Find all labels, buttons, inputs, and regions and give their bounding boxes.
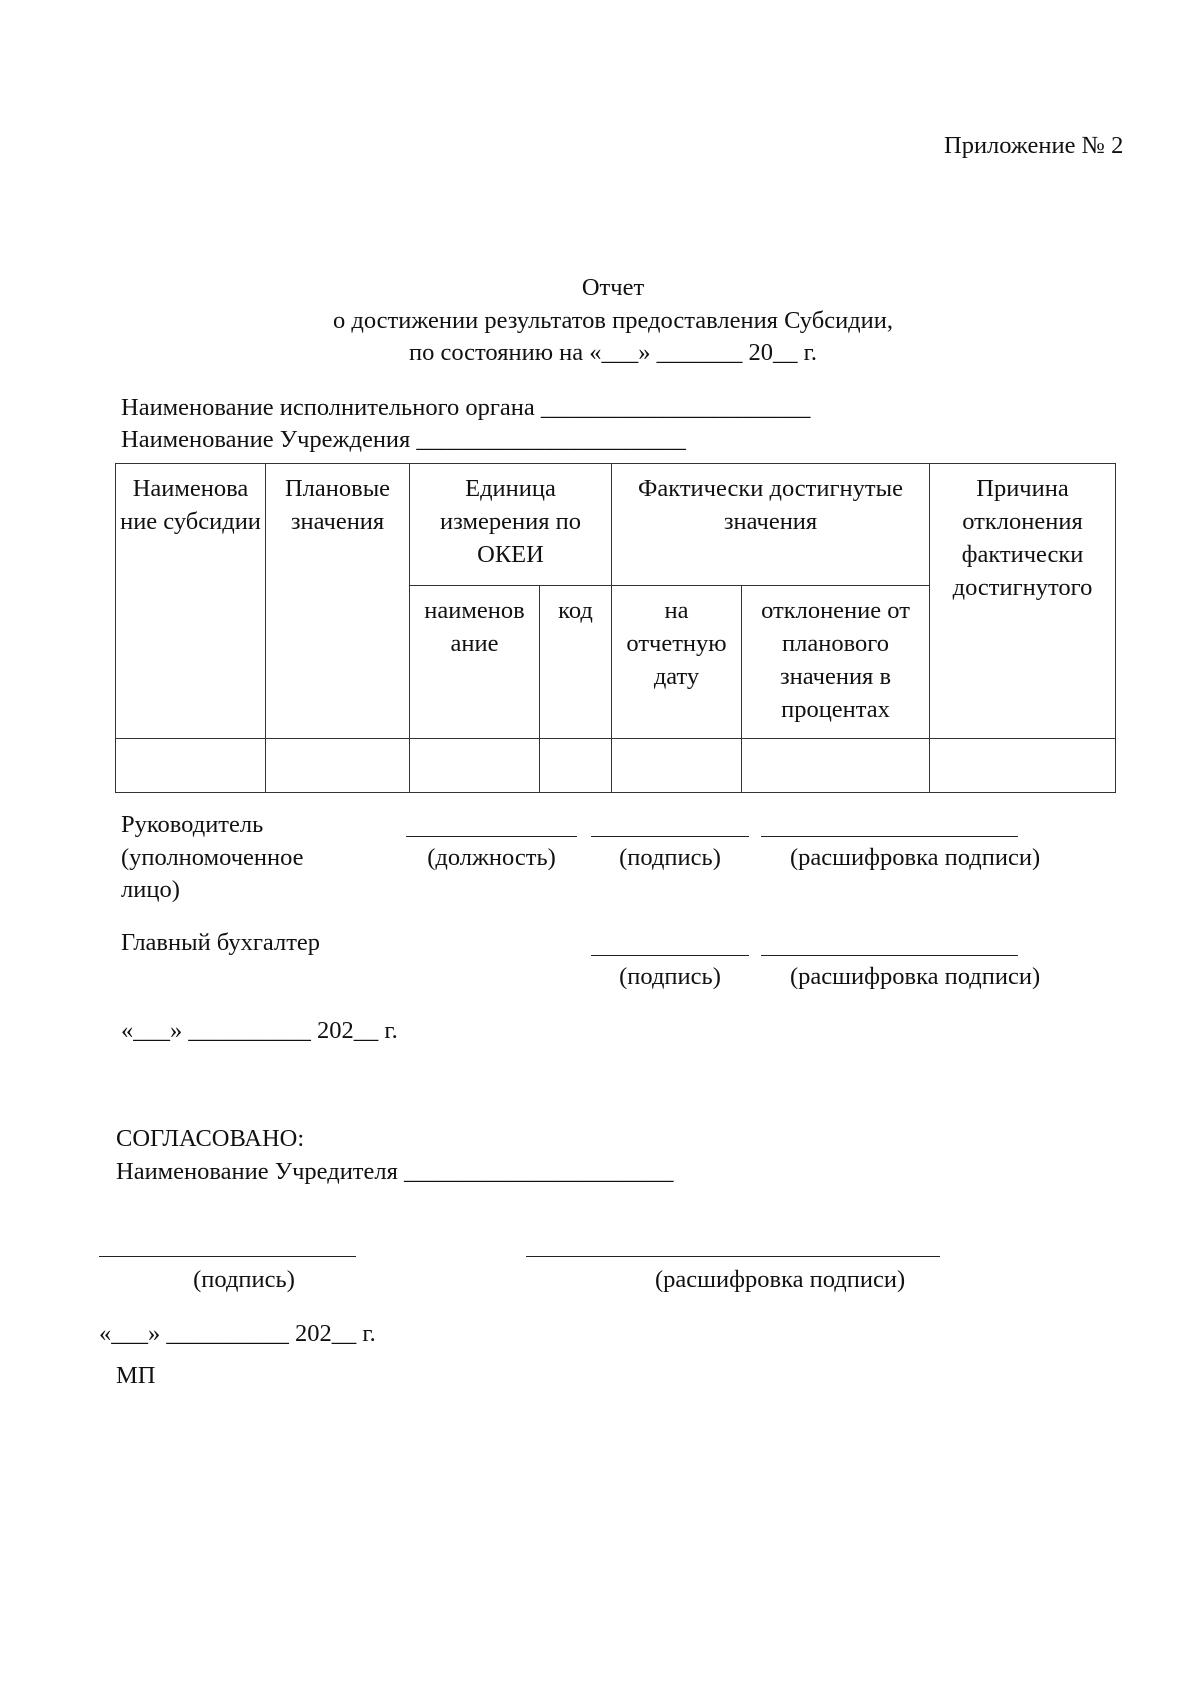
founder-field: Наименование Учредителя ______________________ <box>116 1158 674 1185</box>
table-cell[interactable] <box>266 739 410 793</box>
accountant-decoding-line <box>761 955 1018 956</box>
report-date-line: по состоянию на «___» _______ 20__ г. <box>408 339 818 366</box>
head-decoding-caption: (расшифровка подписи) <box>790 844 1041 871</box>
table-cell[interactable] <box>540 739 612 793</box>
table-cell[interactable] <box>742 739 930 793</box>
header-unit-code: код <box>540 586 612 739</box>
founder-signature-caption: (подпись) <box>193 1266 295 1293</box>
header-deviation-percent: отклонение от планового значения в процентах <box>742 586 930 739</box>
institution-field: Наименование Учреждения ______________________ <box>121 426 686 453</box>
accountant-decoding-caption: (расшифровка подписи) <box>790 963 1041 990</box>
header-on-reporting-date: на отчетную дату <box>612 586 742 739</box>
founder-decoding-line <box>526 1256 940 1257</box>
table-cell[interactable] <box>930 739 1116 793</box>
table-cell[interactable] <box>116 739 266 793</box>
head-label: Руководитель <box>121 811 264 838</box>
header-actual-values: Фактически достигнутые значения <box>612 464 930 586</box>
executive-body-field: Наименование исполнительного органа ______________________ <box>121 394 811 421</box>
head-decoding-line <box>761 836 1018 837</box>
approval-title: СОГЛАСОВАНО: <box>116 1125 305 1152</box>
position-caption: (должность) <box>427 844 556 871</box>
position-signature-line <box>406 836 577 837</box>
signature-date-line: «___» __________ 202__ г. <box>121 1017 398 1044</box>
founder-decoding-caption: (расшифровка подписи) <box>655 1266 906 1293</box>
head-label-person: лицо) <box>121 876 180 903</box>
results-table <box>115 463 1116 793</box>
header-deviation-reason: Причина отклонения фактически достигнутого <box>930 464 1116 739</box>
appendix-label: Приложение № 2 <box>944 132 1124 159</box>
head-label-authorized: (уполномоченное <box>121 844 304 871</box>
report-title: Отчет <box>581 274 645 301</box>
stamp-label: МП <box>116 1362 156 1389</box>
head-signature-caption: (подпись) <box>619 844 721 871</box>
head-signature-line <box>591 836 749 837</box>
founder-signature-line <box>99 1256 356 1257</box>
header-planned-values: Плановые значения <box>266 464 410 739</box>
table-cell[interactable] <box>612 739 742 793</box>
table-row <box>116 739 1116 793</box>
table-cell[interactable] <box>410 739 540 793</box>
header-unit-name: наименов ание <box>410 586 540 739</box>
accountant-signature-caption: (подпись) <box>619 963 721 990</box>
chief-accountant-label: Главный бухгалтер <box>121 929 321 956</box>
header-unit-okei: Единица измерения по ОКЕИ <box>410 464 612 586</box>
accountant-signature-line <box>591 955 749 956</box>
header-subsidy-name: Наименова ние субсидии <box>116 464 266 739</box>
approval-date-line: «___» __________ 202__ г. <box>99 1320 376 1347</box>
report-subtitle: о достижении результатов предоставления Субсидии, <box>332 307 893 334</box>
